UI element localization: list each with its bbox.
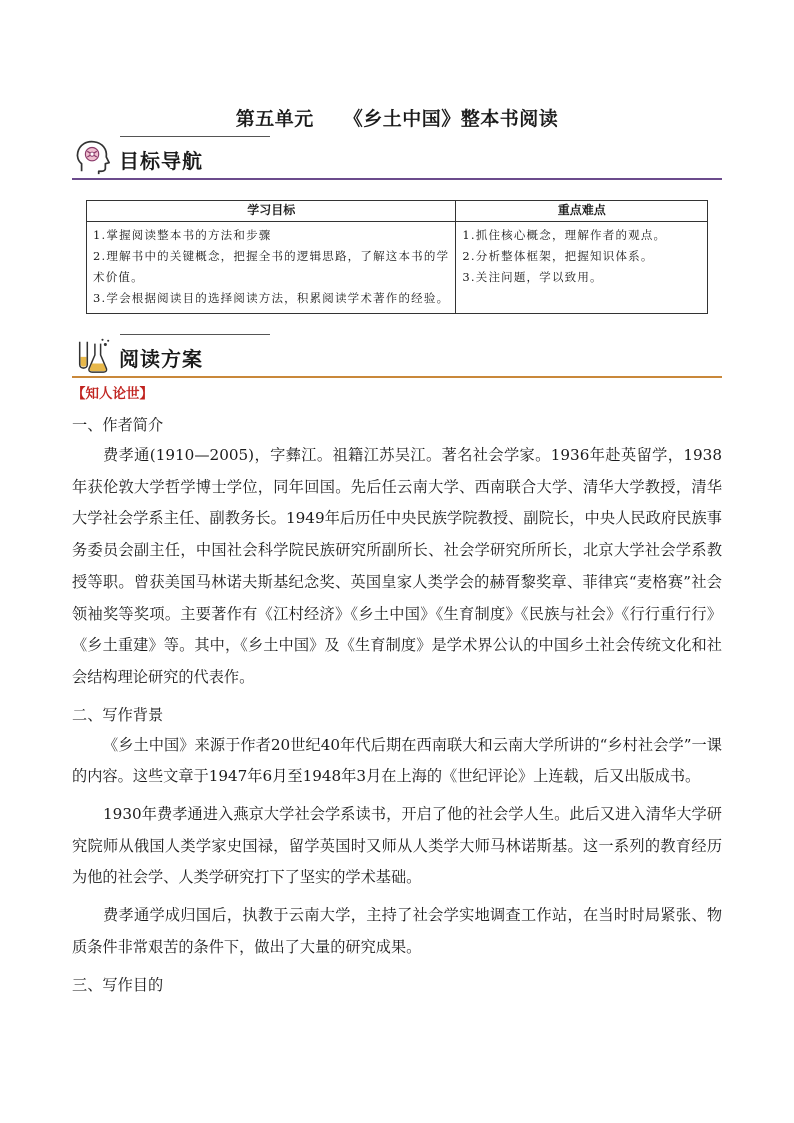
flask-icon (74, 336, 112, 374)
header-learning-goals: 学习目标 (87, 201, 456, 222)
difficulty-item: 1.抓住核心概念，理解作者的观点。 (462, 228, 667, 242)
subheading-author: 一、作者简介 (72, 416, 164, 434)
background-paragraph: 费孝通学成归国后，执教于云南大学，主持了社会学实地调查工作站，在当时时局紧张、物质条件非常艰苦的条件下，做出了大量的研究成果。 (72, 906, 722, 956)
page-title (0, 104, 794, 131)
learning-goals-cell (87, 222, 456, 314)
header-top-rule (120, 136, 270, 137)
learning-goal-item: 1.掌握阅读整本书的方法和步骤 (93, 228, 272, 242)
head-brain-icon (74, 138, 112, 176)
background-paragraph: 《乡土中国》来源于作者20世纪40年代后期在西南联大和云南大学所讲的“乡村社会学”一课的内容。这些文章于1947年6月至1948年3月在上海的《世纪评论》上连载，后又出版成书。 (72, 735, 722, 786)
plan-section-header (72, 334, 722, 378)
unit-label: 第五单元 (235, 108, 314, 130)
goals-table (86, 200, 708, 314)
header-top-rule (120, 334, 270, 335)
subheading-purpose: 三、写作目的 (72, 975, 164, 994)
learning-goal-item: 3.学会根据阅读目的选择阅读方法，积累阅读学术著作的经验。 (93, 291, 450, 305)
subheading-background: 二、写作背景 (72, 705, 164, 724)
goals-section-header (72, 136, 722, 180)
goals-table-row (87, 222, 708, 314)
goals-heading: 目标导航 (119, 149, 203, 173)
key-difficulties-cell (456, 222, 708, 314)
book-title: 《乡土中国》整本书阅读 (343, 108, 559, 130)
difficulty-item: 2.分析整体框架，把握知识体系。 (462, 249, 654, 263)
author-paragraph: 费孝通(1910—2005)，字彝江。祖籍江苏吴江。著名社会学家。1936年赴英留学，1938年获伦敦大学哲学博士学位，同年回国。先后任云南大学、西南联合大学、清华大学教授，清华大学社会学系主任、副教务长。1949年后历任中央民族学院教授、副院长，中央人民政府民族事务委员会副主任，中国社会科学院民族研究所副所长、社会学研究所所长，北京大学社会学系教授等职。曾获美国马林诺夫斯基纪念奖、英国皇家人类学会的赫胥黎奖章、菲律宾“麦格赛”社会领袖奖等奖项。主要著作有《江村经济》《乡土中国》《生育制度》《民族与社会》《行行重行行》《乡土重建》等。其中，《乡土中国》及《生育制度》是学术界公认的中国乡土社会传统文化和社会结构理论研究的代表作。 (72, 446, 722, 686)
difficulty-item: 3.关注问题，学以致用。 (462, 270, 603, 284)
learning-goal-item: 2.理解书中的关键概念，把握全书的逻辑思路，了解这本书的学术价值。 (93, 249, 450, 284)
plan-heading: 阅读方案 (119, 347, 203, 371)
reading-content (72, 382, 722, 1000)
goals-table-header-row (87, 201, 708, 222)
goals-underline (72, 178, 722, 180)
background-paragraph: 1930年费孝通进入燕京大学社会学系读书，开启了他的社会学人生。此后又进入清华大学研究院师从俄国人类学家史国禄，留学英国时又师从人类学大师马林诺斯基。这一系列的教育经历为他的社会学、人类学研究打下了坚实的学术基础。 (72, 805, 722, 887)
section-tag: 【知人论世】 (72, 386, 153, 402)
header-key-difficulties: 重点难点 (456, 201, 708, 222)
plan-underline (72, 376, 722, 378)
